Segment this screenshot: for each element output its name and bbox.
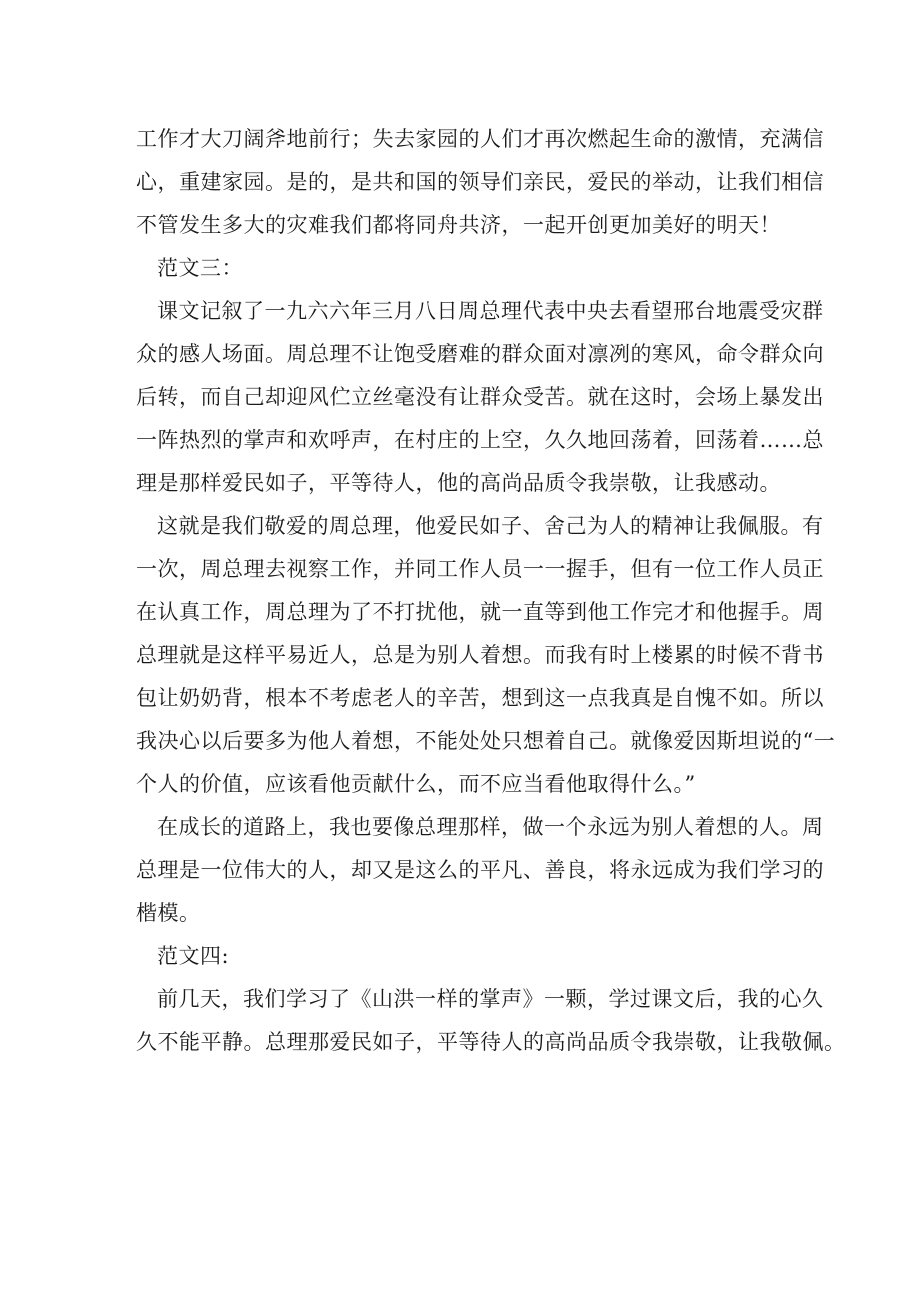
text-line: 总理就是这样平易近人，总是为别人着想。而我有时上楼累的时候不背书 — [136, 643, 824, 667]
text-line: 总理是一位伟大的人，却又是这么的平凡、善良，将永远成为我们学习的 — [136, 858, 824, 882]
text-line: 后转，而自己却迎风伫立丝毫没有让群众受苦。就在这时，会场上暴发出 — [136, 385, 824, 409]
text-line: 一次，周总理去视察工作，并同工作人员一一握手，但有一位工作人员正 — [136, 557, 824, 581]
text-line: 个人的价值，应该看他贡献什么，而不应当看他取得什么。” — [136, 772, 696, 796]
text-line: 楷模。 — [136, 901, 201, 925]
text-line: 心，重建家园。是的，是共和国的领导们亲民，爱民的举动，让我们相信 — [136, 170, 824, 194]
section-heading: 范文三： — [157, 256, 243, 280]
text-line: 这就是我们敬爱的周总理，他爱民如子、舍己为人的精神让我佩服。有 — [157, 514, 824, 538]
text-line: 工作才大刀阔斧地前行；失去家园的人们才再次燃起生命的激情，充满信 — [136, 127, 824, 151]
text-line: 包让奶奶背，根本不考虑老人的辛苦，想到这一点我真是自愧不如。所以 — [136, 686, 824, 710]
text-line: 我决心以后要多为他人着想，不能处处只想着自己。就像爱因斯坦说的“一 — [136, 729, 836, 753]
text-line: 久不能平静。总理那爱民如子，平等待人的高尚品质令我崇敬，让我敬佩。 — [136, 1030, 846, 1054]
text-line: 课文记叙了一九六六年三月八日周总理代表中央去看望邢台地震受灾群 — [157, 299, 824, 323]
section-heading: 范文四: — [157, 944, 230, 968]
text-line: 在认真工作，周总理为了不打扰他，就一直等到他工作完才和他握手。周 — [136, 600, 824, 624]
text-line: 理是那样爱民如子，平等待人，他的高尚品质令我崇敬，让我感动。 — [136, 471, 781, 495]
text-line: 不管发生多大的灾难我们都将同舟共济，一起开创更加美好的明天！ — [136, 213, 781, 237]
text-line: 众的感人场面。周总理不让饱受磨难的群众面对凛冽的寒风，命令群众向 — [136, 342, 824, 366]
text-line: 一阵热烈的掌声和欢呼声，在村庄的上空，久久地回荡着，回荡着……总 — [136, 428, 824, 452]
text-line: 前几天，我们学习了《山洪一样的掌声》一颗，学过课文后，我的心久 — [157, 987, 824, 1011]
text-line: 在成长的道路上，我也要像总理那样，做一个永远为别人着想的人。周 — [157, 815, 824, 839]
